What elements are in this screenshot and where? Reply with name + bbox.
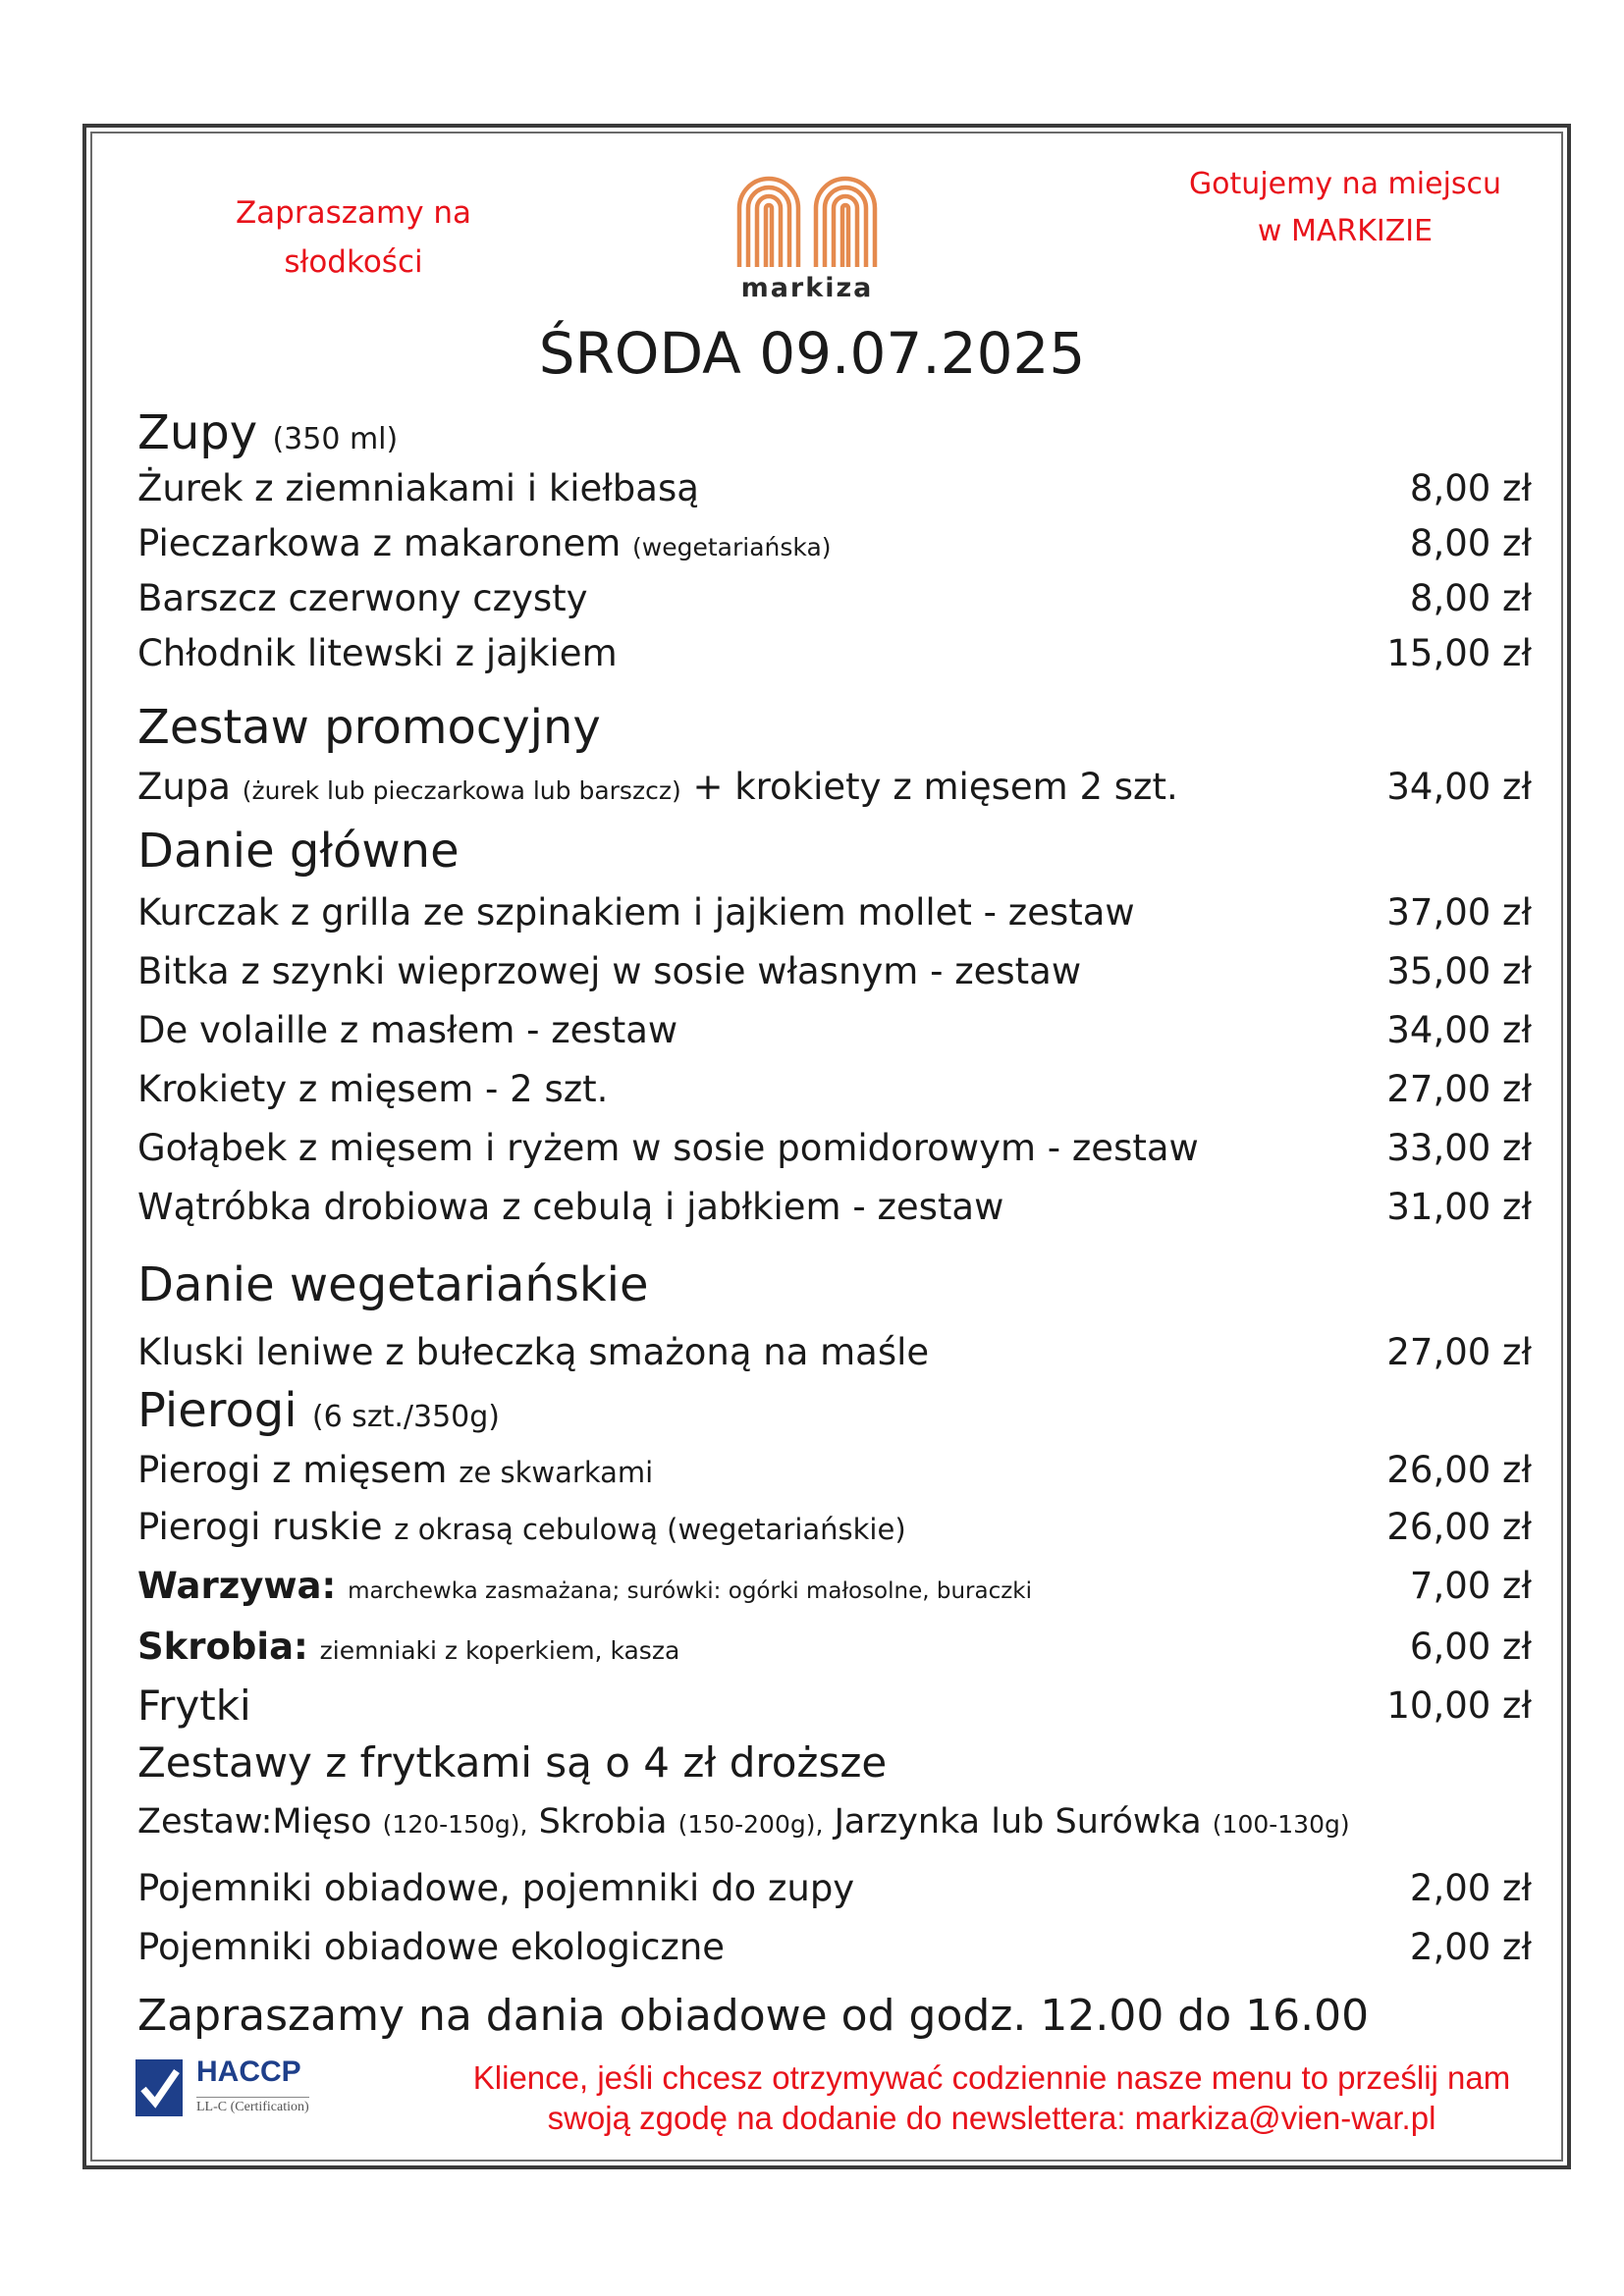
set-part-note: (100-130g) [1212, 1810, 1350, 1839]
section-title-glowne: Danie główne [137, 824, 460, 879]
item-name: Pojemniki obiadowe, pojemniki do zupy [137, 1867, 855, 1909]
zupy-title: Zupy [137, 405, 258, 460]
pierogi-note: (6 szt./350g) [311, 1400, 500, 1434]
item-label: Warzywa: [137, 1565, 337, 1607]
item-name: Pojemniki obiadowe ekologiczne [137, 1926, 726, 1968]
item-price: 27,00 zł [1386, 1331, 1532, 1373]
newsletter-line-2: swoją zgodę na dodanie do newslettera: markiza@vien-war.pl [547, 2100, 1436, 2136]
item-name: Frytki [137, 1682, 251, 1730]
section-title-wege: Danie wegetariańskie [137, 1257, 649, 1312]
item-note: marchewka zasmażana; surówki: ogórki małosolne, buraczki [348, 1578, 1033, 1604]
item-label: Skrobia: [137, 1626, 308, 1668]
item-note: ziemniaki z koperkiem, kasza [319, 1636, 680, 1665]
item-price: 2,00 zł [1409, 1926, 1532, 1968]
item-name: Pieczarkowa z makaronem [137, 522, 622, 564]
item-price: 15,00 zł [1386, 632, 1532, 674]
item-price: 26,00 zł [1386, 1449, 1532, 1491]
item-name: Bitka z szynki wieprzowej w sosie własnym - zestaw [137, 950, 1082, 992]
item-note: (wegetariańska) [632, 533, 832, 561]
item-price: 26,00 zł [1386, 1506, 1532, 1548]
newsletter-line-1: Klience, jeśli chcesz otrzymywać codziennie nasze menu to prześlij nam [472, 2059, 1511, 2096]
item-price: 33,00 zł [1386, 1127, 1532, 1169]
item-price: 10,00 zł [1386, 1684, 1532, 1727]
item-price: 2,00 zł [1409, 1867, 1532, 1909]
sweets-note [196, 188, 511, 287]
cooking-note [1159, 161, 1532, 255]
set-part: Jarzynka lub Surówka [834, 1802, 1202, 1842]
item-price: 7,00 zł [1409, 1565, 1532, 1607]
item-name-extra: + krokiety z mięsem 2 szt. [692, 766, 1178, 808]
menu-date-title: ŚRODA 09.07.2025 [538, 320, 1086, 387]
item-price: 8,00 zł [1409, 467, 1532, 509]
item-price: 34,00 zł [1386, 1009, 1532, 1051]
item-name: Żurek z ziemniakami i kiełbasą [137, 467, 699, 509]
item-name: Chłodnik litewski z jajkiem [137, 632, 618, 674]
item-note: z okrasą cebulową (wegetariańskie) [394, 1513, 906, 1546]
item-name: Zupa [137, 766, 231, 808]
item-price: 8,00 zł [1409, 522, 1532, 564]
section-title-zupy [137, 402, 398, 470]
section-title-promo: Zestaw promocyjny [137, 700, 601, 755]
newsletter-note [393, 2057, 1591, 2138]
markiza-logo [729, 169, 886, 303]
set-part: Zestaw:Mięso [137, 1802, 372, 1842]
pierogi-title: Pierogi [137, 1383, 298, 1438]
markiza-logo-icon [733, 169, 881, 269]
section-title-pierogi [137, 1380, 500, 1448]
item-name: Gołąbek z mięsem i ryżem w sosie pomidorowym - zestaw [137, 1127, 1199, 1169]
item-price: 35,00 zł [1386, 950, 1532, 992]
item-name: Krokiety z mięsem - 2 szt. [137, 1068, 609, 1110]
item-name: Pierogi ruskie [137, 1506, 383, 1548]
item-note: ze skwarkami [459, 1456, 654, 1489]
cooking-note-line-2: w MARKIZIE [1257, 214, 1434, 248]
item-name: Kluski leniwe z bułeczką smażoną na maśle [137, 1331, 930, 1373]
haccp-badge [134, 2052, 340, 2126]
haccp-subtitle: LL-C (Certification) [196, 2097, 309, 2115]
haccp-check-icon [134, 2057, 187, 2120]
cooking-note-line-1: Gotujemy na miejscu [1188, 167, 1502, 201]
opening-hours: Zapraszamy na dania obiadowe od godz. 12.00 do 16.00 [137, 1991, 1370, 2041]
item-price: 34,00 zł [1386, 766, 1532, 808]
zupy-note: (350 ml) [272, 422, 399, 456]
item-price: 37,00 zł [1386, 891, 1532, 934]
item-price: 8,00 zł [1409, 577, 1532, 619]
item-price: 27,00 zł [1386, 1068, 1532, 1110]
item-name: De volaille z masłem - zestaw [137, 1009, 678, 1051]
fries-sets-text: Zestawy z frytkami są o 4 zł droższe [137, 1738, 888, 1787]
sweets-note-line-1: Zapraszamy na [235, 195, 472, 231]
item-name: Kurczak z grilla ze szpinakiem i jajkiem mollet - zestaw [137, 891, 1135, 934]
set-part-note: (150-200g), [677, 1810, 824, 1839]
set-part: Skrobia [538, 1802, 668, 1842]
item-price: 31,00 zł [1386, 1186, 1532, 1228]
item-note: (żurek lub pieczarkowa lub barszcz) [242, 776, 681, 805]
item-name: Pierogi z mięsem [137, 1449, 448, 1491]
logo-text: markiza [740, 273, 874, 303]
sweets-note-line-2: słodkości [284, 244, 423, 280]
item-name: Barszcz czerwony czysty [137, 577, 588, 619]
haccp-title: HACCP [196, 2056, 301, 2088]
item-price: 6,00 zł [1409, 1626, 1532, 1668]
item-name: Wątróbka drobiowa z cebulą i jabłkiem - zestaw [137, 1186, 1004, 1228]
set-part-note: (120-150g), [382, 1810, 528, 1839]
